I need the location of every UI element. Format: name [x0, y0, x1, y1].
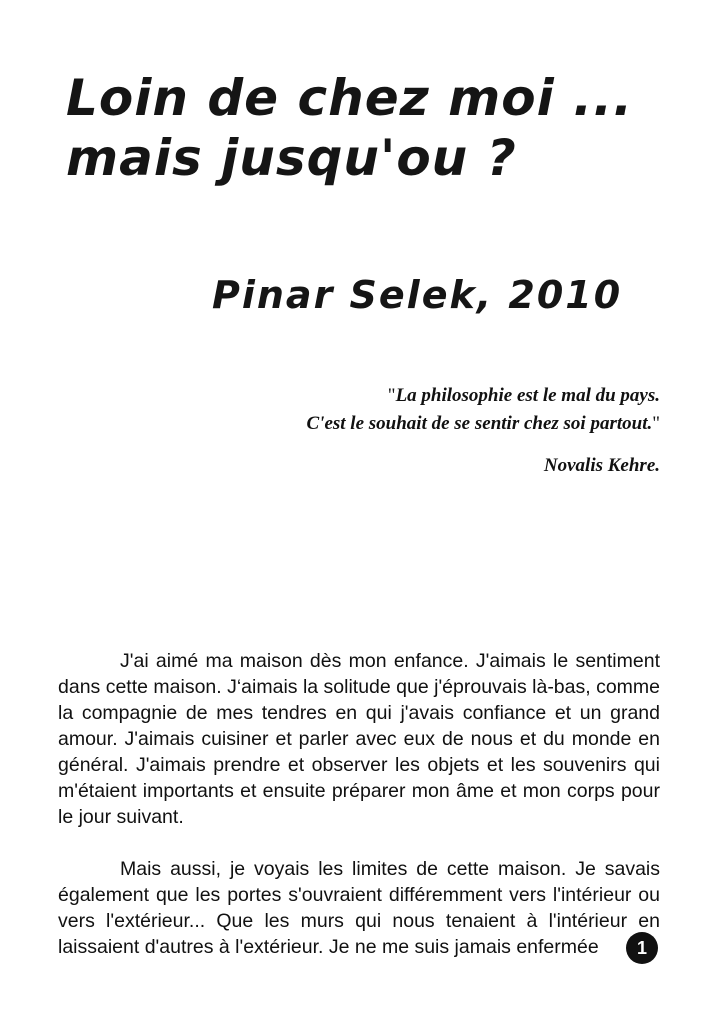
epigraph-attribution: Novalis Kehre.: [543, 455, 660, 476]
epigraph: [100, 382, 660, 480]
epigraph-text-2: C'est le souhait de se sentir chez soi partout.: [306, 413, 653, 434]
epigraph-line-1: [100, 382, 660, 410]
title-line-1: Loin de chez moi ...: [66, 69, 634, 127]
page-title: [66, 68, 686, 188]
epigraph-line-2: [100, 410, 660, 438]
page-number-badge: 1: [626, 932, 658, 964]
epigraph-text-1: La philosophie est le mal du pays.: [395, 385, 660, 406]
epigraph-close-quote: ": [652, 413, 660, 434]
body-text: [58, 648, 660, 986]
paragraph: Mais aussi, je voyais les limites de cette maison. Je savais également que les portes s'ouvraient différemment vers l'intérieur ou vers l'extérieur... Que les murs qui nous tenaient à l'intérieur en laissaient d'autres à l'extérieur. Je ne me suis jamais enfermée: [58, 858, 660, 958]
title-line-2: mais jusqu'ou ?: [66, 129, 517, 187]
author-line: Pinar Selek, 2010: [212, 273, 623, 317]
epigraph-open-quote: ": [387, 385, 396, 406]
paragraph: J'ai aimé ma maison dès mon enfance. J'aimais le sentiment dans cette maison. J‘aimais la solitude que j'éprouvais là-bas, comme la compagnie de mes tendres en qui j'avais confiance et un grand amour. J'aimais cuisiner et parler avec eux de nous et du monde en général. J'aimais prendre et observer les objets et les souvenirs qui m'étaient importants et ensuite préparer mon âme et mon corps pour le jour suivant.: [58, 650, 661, 828]
